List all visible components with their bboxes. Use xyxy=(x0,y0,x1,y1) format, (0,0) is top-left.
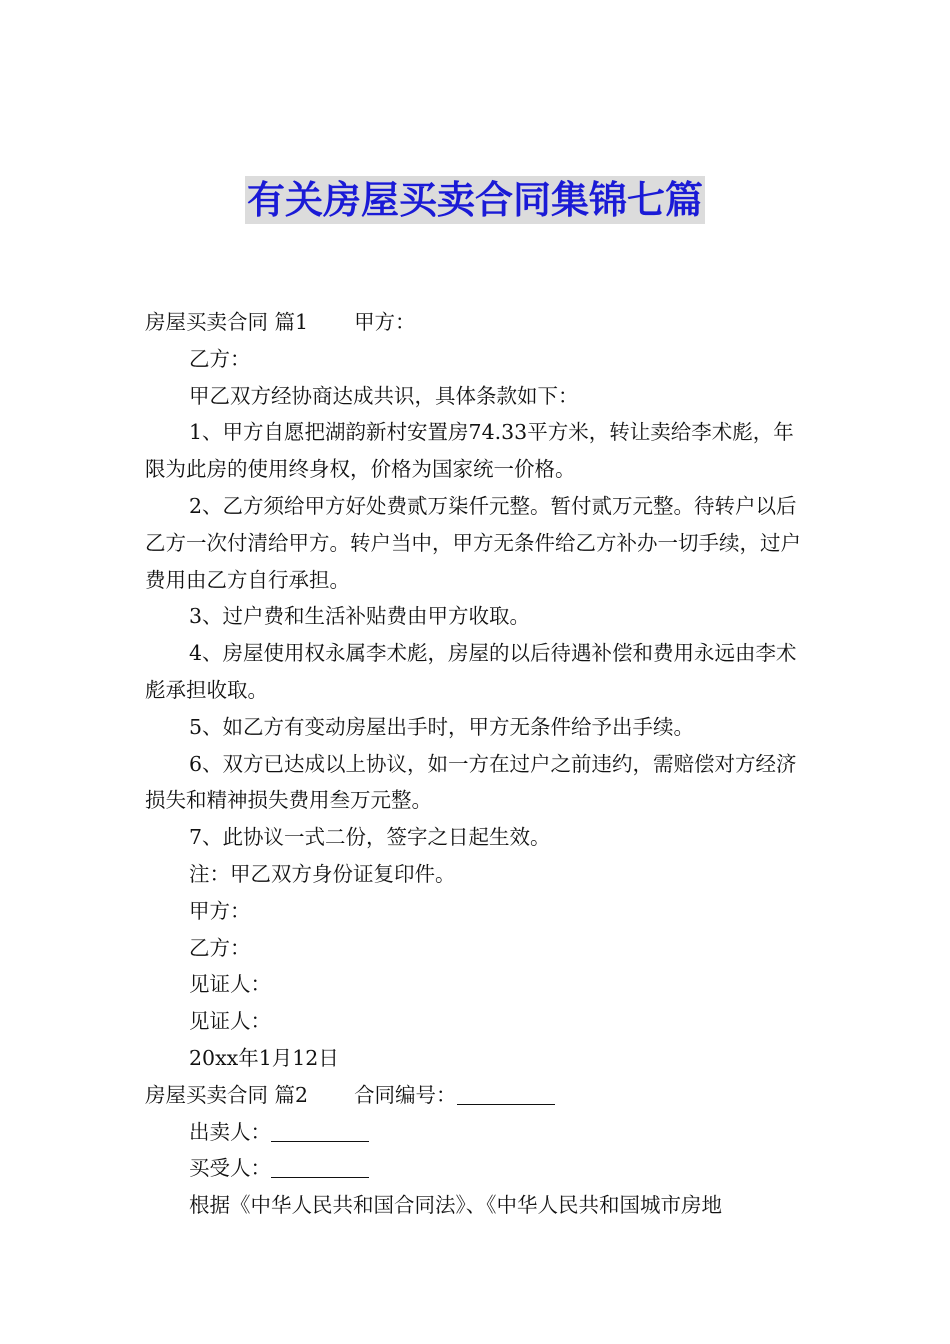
party-b-label: 乙方： xyxy=(189,346,251,371)
witness-1: 见证人： xyxy=(189,972,271,997)
party-a-label: 甲方： xyxy=(354,310,416,334)
date-line: 20xx年1月12日 xyxy=(189,1045,339,1070)
clause-1: 1、甲方自愿把湖韵新村安置房74.33平方米，转让卖给李术彪，年限为此房的使用终身权，价格为国家统一价格。 xyxy=(145,420,794,482)
seller-blank xyxy=(271,1120,369,1142)
sign-party-a: 甲方： xyxy=(189,898,251,923)
intro-paragraph: 甲乙双方经协商达成共识，具体条款如下： xyxy=(189,383,579,408)
document-body xyxy=(145,304,810,1224)
clause-7: 7、此协议一式二份，签字之日起生效。 xyxy=(189,825,551,850)
buyer-blank xyxy=(271,1157,369,1179)
clause-6: 6、双方已达成以上协议，如一方在过户之前违约，需赔偿对方经济损失和精神损失费用叁万元整。 xyxy=(145,751,797,813)
clause-4: 4、房屋使用权永属李术彪，房屋的以后待遇补偿和费用永远由李术彪承担收取。 xyxy=(145,641,797,702)
clause-2: 2、乙方须给甲方好处费贰万柒仟元整。暂付贰万元整。待转户以后乙方一次付清给甲方。转户当中，甲方无条件给乙方补办一切手续，过户费用由乙方自行承担。 xyxy=(145,493,801,592)
seller-label: 出卖人： xyxy=(189,1119,271,1144)
title-container xyxy=(0,176,950,224)
contract-no-blank xyxy=(457,1083,555,1105)
section-1-heading-line xyxy=(145,304,810,341)
section-2-heading-line xyxy=(145,1077,810,1114)
sign-party-b: 乙方： xyxy=(189,935,251,960)
note-line: 注：甲乙双方身份证复印件。 xyxy=(189,861,456,886)
buyer-line xyxy=(145,1150,810,1187)
section-1-heading: 房屋买卖合同 篇1 xyxy=(145,310,309,334)
section-2-intro: 根据《中华人民共和国合同法》、《中华人民共和国城市房地 xyxy=(189,1193,722,1218)
witness-2: 见证人： xyxy=(189,1009,271,1034)
document-title: 有关房屋买卖合同集锦七篇 xyxy=(246,178,703,222)
seller-line xyxy=(145,1114,810,1151)
clause-3: 3、过户费和生活补贴费由甲方收取。 xyxy=(189,604,531,629)
contract-no-label: 合同编号： xyxy=(354,1082,457,1107)
buyer-label: 买受人： xyxy=(189,1156,271,1181)
section-2-heading: 房屋买卖合同 篇2 xyxy=(145,1082,309,1107)
clause-5: 5、如乙方有变动房屋出手时，甲方无条件给予出手续。 xyxy=(189,714,695,739)
